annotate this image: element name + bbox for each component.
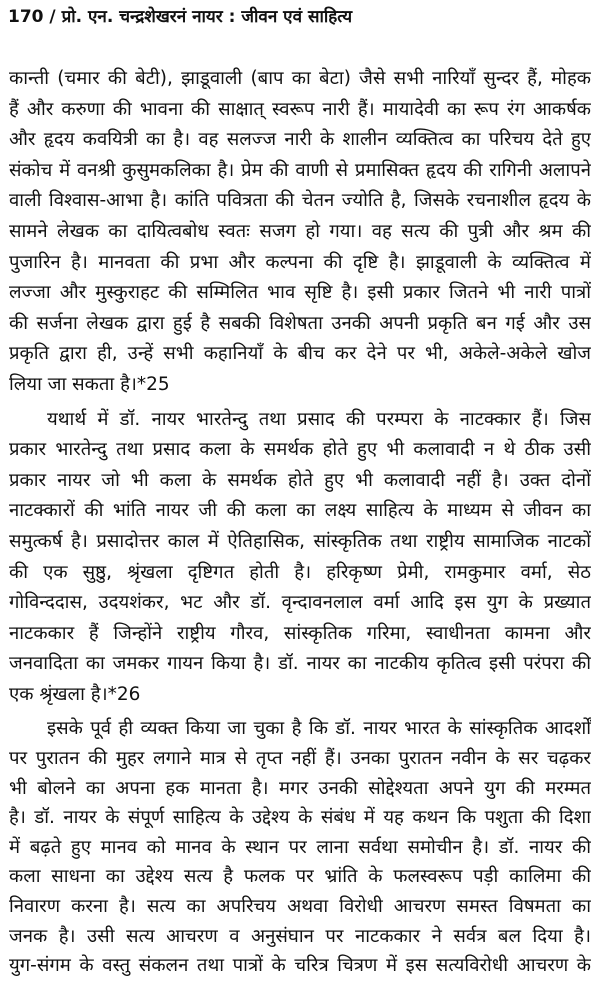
text-line: है। डॉ. नायर के संपूर्ण साहित्य के उद्देश्य के संबंध में यह कथन कि पशुता की दिशा — [9, 807, 591, 829]
text-line: हैं और करुणा की भावना की साक्षात् स्वरूप नारी हैं। मायादेवी का रूप रंग आकर्षक — [9, 98, 591, 120]
running-header — [8, 4, 352, 27]
text-line: गोविन्ददास, उदयशंकर, भट और डॉ. वृन्दावनलाल वर्मा आदि इस युग के प्रख्यात — [9, 592, 591, 614]
text-line: में बढ़ते हुए मानव को मानव के स्थान पर लाना सर्वथा समोचीन है। डॉ. नायर की — [9, 836, 591, 858]
page-body — [9, 64, 591, 985]
text-line: की सर्जना लेखक द्वारा हुई है सबकी विशेषता उनकी अपनी प्रकृति बन गई और उस — [9, 312, 591, 334]
text-line: प्रकार नायर जो भी कला के समर्थक होते हुए भी कलावादी नहीं है। उक्त दोनों — [9, 469, 591, 491]
text-line: युग-संगम के वस्तु संकलन तथा पात्रों के चरित्र चित्रण में इस सत्यविरोधी आचरण के — [9, 955, 591, 977]
text-line: सामने लेखक का दायित्वबोध स्वतः सजग हो गया। वह सत्य की पुत्री और श्रम की — [9, 220, 591, 242]
paragraph-1 — [9, 64, 591, 401]
text-line: जनवादिता का जमकर गायन किया है। डॉ. नायर का नाटकीय कृतित्व इसी परंपरा की — [9, 653, 591, 675]
text-line: पुजारिन है। मानवता की प्रभा और कल्पना की दृष्टि है। झाडूवाली के व्यक्तित्व में — [9, 251, 591, 273]
text-line: एक श्रृंखला है।*26 — [9, 683, 141, 705]
text-line: वाली विश्वास-आभा है। कांति पवित्रता की चेतन ज्योति है, जिसके रचनाशील हृदय के — [9, 190, 591, 212]
text-line: नाटककार हैं जिन्होंने राष्ट्रीय गौरव, सांस्कृतिक गरिमा, स्वाधीनता कामना और — [9, 622, 591, 644]
text-line: प्रकृति द्वारा ही, उन्हें सभी कहानियाँ के बीच कर देने पर भी, अकेले-अकेले खोज — [9, 343, 591, 365]
text-line: जनक है। उसी सत्य आचरण व अनुसंघान पर नाटककार ने सर्वत्र बल दिया है। — [9, 925, 591, 947]
text-line: संकोच में वनश्री कुसुमकलिका है। प्रेम की वाणी से प्रमासिक्त हृदय की रागिनी अलापने — [9, 159, 591, 181]
text-line: और हृदय कवयित्री का है। वह सलज्ज नारी के शालीन व्यक्तित्व का परिचय देते हुए — [9, 129, 591, 151]
paragraph-3 — [9, 714, 591, 980]
text-line: नाटक्कारों की भांति नायर जी की कला का लक्ष्य साहित्य के माध्यम से जीवन का — [9, 500, 591, 522]
text-line: प्रकार भारतेन्दु तथा प्रसाद कला के समर्थक होते हुए भी कलावादी न थे ठीक उसी — [9, 439, 591, 461]
text-line: कला साधना का उद्देश्य सत्य है फलक पर भ्रांति के फलस्वरूप पड़ी कालिमा की — [9, 866, 591, 888]
running-title: प्रो. एन. चन्द्रशेखरनं नायर : जीवन एवं साहित्य — [61, 7, 353, 27]
page-number: 170 — [8, 7, 44, 27]
text-line: इसके पूर्व ही व्यक्त किया जा चुका है कि डॉ. नायर भारत के सांस्कृतिक आदर्शों — [47, 718, 591, 740]
text-line: भी बोलने का अपना हक मानता है। मगर उनकी सोद्देश्यता अपने युग की मरम्मत — [9, 777, 591, 799]
text-line: निवारण करना है। सत्य का अपरिचय अथवा विरोधी आचरण समस्त विषमता का — [9, 896, 591, 918]
text-line: समुत्कर्ष है। प्रसादोत्तर काल में ऐतिहासिक, सांस्कृतिक तथा राष्ट्रीय सामाजिक नाटकों — [9, 530, 591, 552]
text-line: की एक सुष्ठु, श्रृंखला दृष्टिगत होती है। हरिकृष्ण प्रेमी, रामकुमार वर्मा, सेठ — [9, 561, 591, 583]
text-line: कान्ती (चमार की बेटी), झाडूवाली (बाप का बेटा) जैसे सभी नारियाँ सुन्दर हैं, मोहक — [9, 68, 591, 89]
text-line: लज्जा और मुस्कुराहट की सम्मिलित भाव सृष्टि है। इसी प्रकार जितने भी नारी पात्रों — [9, 282, 591, 304]
text-line: यथार्थ में डॉ. नायर भारतेन्दु तथा प्रसाद की परम्परा के नाटक्कार हैं। जिस — [47, 408, 591, 430]
text-line: पर पुरातन की मुहर लगाने मात्र से तृप्त नहीं हैं। उनका पुरातन नवीन के सर चढ़कर — [9, 748, 591, 770]
paragraph-2 — [9, 405, 591, 711]
text-line: लिया जा सकता है।*25 — [9, 373, 170, 395]
header-separator: / — [49, 7, 56, 27]
